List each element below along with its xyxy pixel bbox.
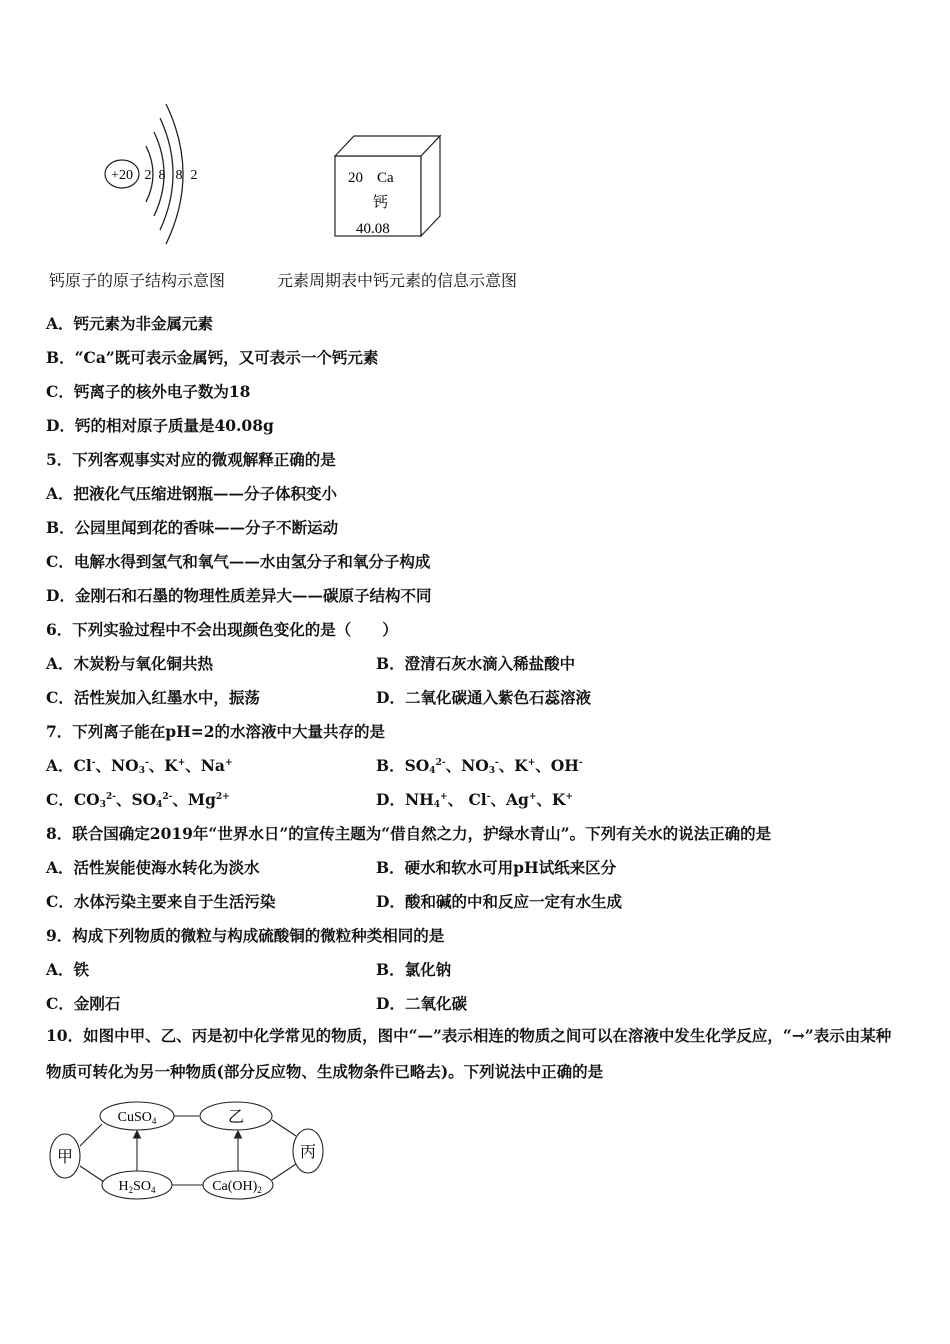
q5-stem: 5．下列客观事实对应的微观解释正确的是	[46, 450, 336, 469]
q7-stem: 7．下列离子能在pH=2的水溶液中大量共存的是	[46, 722, 386, 741]
q6-option-b: B．澄清石灰水滴入稀盐酸中	[376, 654, 576, 673]
q9-stem: 9．构成下列物质的微粒与构成硫酸铜的微粒种类相同的是	[46, 926, 445, 945]
q10-reaction-diagram	[44, 1096, 334, 1206]
q5-option-a: A．把液化气压缩进钢瓶——分子体积变小	[46, 484, 338, 503]
node-caoh2: $Ca(OH)_2$	[212, 1179, 262, 1195]
q7-option-d: D．$NH_4^+$、 Cl-、Ag+、K+	[376, 790, 573, 810]
shell-4-electrons: 2	[190, 168, 198, 183]
atomic-mass: 40.08	[356, 221, 390, 237]
node-bing: 丙	[299, 1144, 317, 1161]
q9-option-b: B．氯化钠	[376, 960, 452, 979]
figure1-caption: 钙原子的原子结构示意图	[49, 271, 226, 290]
shell-1-electrons: 2	[144, 168, 152, 183]
figure2-caption: 元素周期表中钙元素的信息示意图	[277, 271, 518, 290]
q8-stem: 8．联合国确定2019年“世界水日”的宣传主题为“借自然之力，护绿水青山”。下列有关水的说法正确的是	[46, 824, 772, 843]
q4-option-a: A．钙元素为非金属元素	[46, 314, 214, 333]
q7-option-c: C．$CO_3^{2-}$、$SO_4^{2-}$、$Mg^{2+}$	[46, 790, 230, 810]
q10-stem: 10．如图中甲、乙、丙是初中化学常见的物质，图中“—”表示相连的物质之间可以在溶液中发生化学反应，“→”表示由某种物质可转化为另一种物质(部分反应物、生成物条件已略去)。下列说法中正确的是	[46, 1026, 892, 1081]
q7-option-a: A．Cl-、$NO_3^-$、K+、Na+	[46, 756, 233, 776]
nucleus-charge: +20	[111, 168, 133, 183]
node-jia: 甲	[56, 1149, 74, 1166]
q5-option-b: B．公园里闻到花的香味——分子不断运动	[46, 518, 339, 537]
q4-option-c: C．钙离子的核外电子数为18	[46, 382, 251, 401]
q8-option-a: A．活性炭能使海水转化为淡水	[46, 858, 260, 877]
q6-option-a: A．木炭粉与氧化铜共热	[46, 654, 214, 673]
q8-option-c: C．水体污染主要来自于生活污染	[46, 892, 276, 911]
q6-option-c: C．活性炭加入红墨水中，振荡	[46, 688, 260, 707]
q8-option-d: D．酸和碱的中和反应一定有水生成	[376, 892, 622, 911]
q9-option-c: C．金刚石	[46, 994, 121, 1013]
calcium-atom-diagram	[96, 92, 216, 252]
atomic-number: 20	[348, 170, 363, 186]
element-name: 钙	[373, 195, 389, 211]
node-yi: 乙	[227, 1109, 245, 1126]
element-symbol: Ca	[377, 170, 394, 186]
shell-3-electrons: 8	[175, 168, 183, 183]
node-h2so4: $H_2SO_4$	[118, 1179, 156, 1195]
node-cuso4: CuSO$_4$	[117, 1110, 157, 1126]
q5-option-d: D．金刚石和石墨的物理性质差异大——碳原子结构不同	[46, 586, 432, 605]
q9-option-a: A．铁	[46, 960, 90, 979]
shell-2-electrons: 8	[158, 168, 166, 183]
q9-option-d: D．二氧化碳	[376, 994, 467, 1013]
q6-option-d: D．二氧化碳通入紫色石蕊溶液	[376, 688, 591, 707]
q7-option-b: B．$SO_4^{2-}$、$NO_3^-$、K+、OH-	[376, 756, 583, 776]
periodic-table-cell	[330, 130, 442, 242]
q8-option-b: B．硬水和软水可用pH试纸来区分	[376, 858, 617, 877]
q4-option-d: D．钙的相对原子质量是40.08g	[46, 416, 274, 435]
q6-stem: 6．下列实验过程中不会出现颜色变化的是（ ）	[46, 620, 398, 639]
q5-option-c: C．电解水得到氢气和氧气——水由氢分子和氧分子构成	[46, 552, 431, 571]
q4-option-b: B．“Ca”既可表示金属钙，又可表示一个钙元素	[46, 348, 379, 367]
